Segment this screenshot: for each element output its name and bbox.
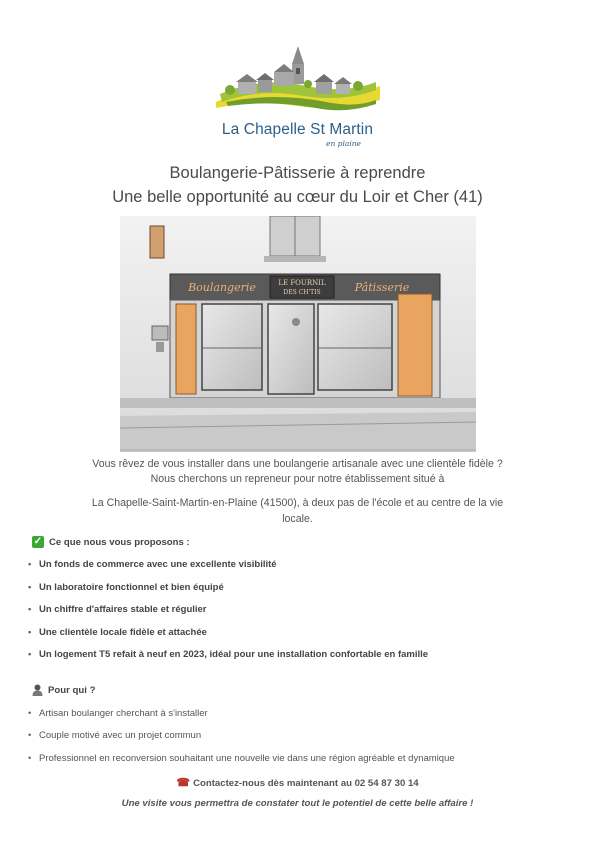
audience-list (28, 708, 455, 775)
contact-line (0, 776, 595, 789)
list-item: • Couple motivé avec un projet commun (28, 730, 455, 752)
headline-title: Boulangerie-Pâtisserie à reprendre (169, 164, 426, 182)
list-item: • Un logement T5 refait à neuf en 2023, idéal pour une installation confortable en famille (28, 649, 428, 672)
offer-title: Ce que nous vous proposons : (49, 536, 190, 548)
logo-subtitle: en plaine (326, 139, 361, 148)
storefront-sketch (120, 216, 476, 452)
closing-text: Une visite vous permettra de constater tout le potentiel de cette belle affaire ! (121, 798, 474, 809)
list-item: • Une clientèle locale fidèle et attachée (28, 627, 428, 650)
audience-heading (32, 684, 95, 696)
sign-boulangerie: Boulangerie (188, 281, 256, 294)
intro-line-3: La Chapelle-Saint-Martin-en-Plaine (41500), à deux pas de l'école et au centre de la vie (91, 497, 504, 509)
intro-line-1: Vous rêvez de vous installer dans une boulangerie artisanale avec une clientèle fidèle ? (92, 458, 503, 470)
list-item: • Un fonds de commerce avec une excellente visibilité (28, 559, 428, 582)
village-logo (210, 42, 385, 154)
logo-name: La Chapelle St Martin (221, 121, 374, 138)
list-item: • Un chiffre d'affaires stable et régulier (28, 604, 428, 627)
list-item: • Professionnel en reconversion souhaitant une nouvelle vie dans une région agréable et dynamique (28, 753, 455, 775)
headline-subtitle: Une belle opportunité au cœur du Loir et Cher (41) (112, 188, 483, 206)
sign-patisserie: Pâtisserie (354, 281, 410, 294)
telephone-icon: ☎ (176, 777, 191, 789)
list-item: • Artisan boulanger cherchant à s'installer (28, 708, 455, 730)
person-icon (32, 684, 43, 696)
sign-fournil-line1: LE FOURNIL (278, 279, 326, 287)
offer-list (28, 559, 428, 672)
check-mark-icon: ✓ (33, 536, 43, 547)
list-item: • Un laboratoire fonctionnel et bien équipé (28, 582, 428, 605)
sign-fournil-line2: DES CH'TIS (283, 289, 321, 296)
audience-title: Pour qui ? (48, 684, 96, 696)
church-steeple (292, 46, 304, 64)
offer-heading (32, 536, 190, 548)
contact-text[interactable]: Contactez-nous dès maintenant au 02 54 87 30 14 (193, 778, 419, 789)
village-illustration (216, 42, 380, 114)
intro-line-4: locale. (282, 513, 313, 525)
intro-line-2: Nous cherchons un repreneur pour notre établissement situé à (150, 473, 445, 485)
